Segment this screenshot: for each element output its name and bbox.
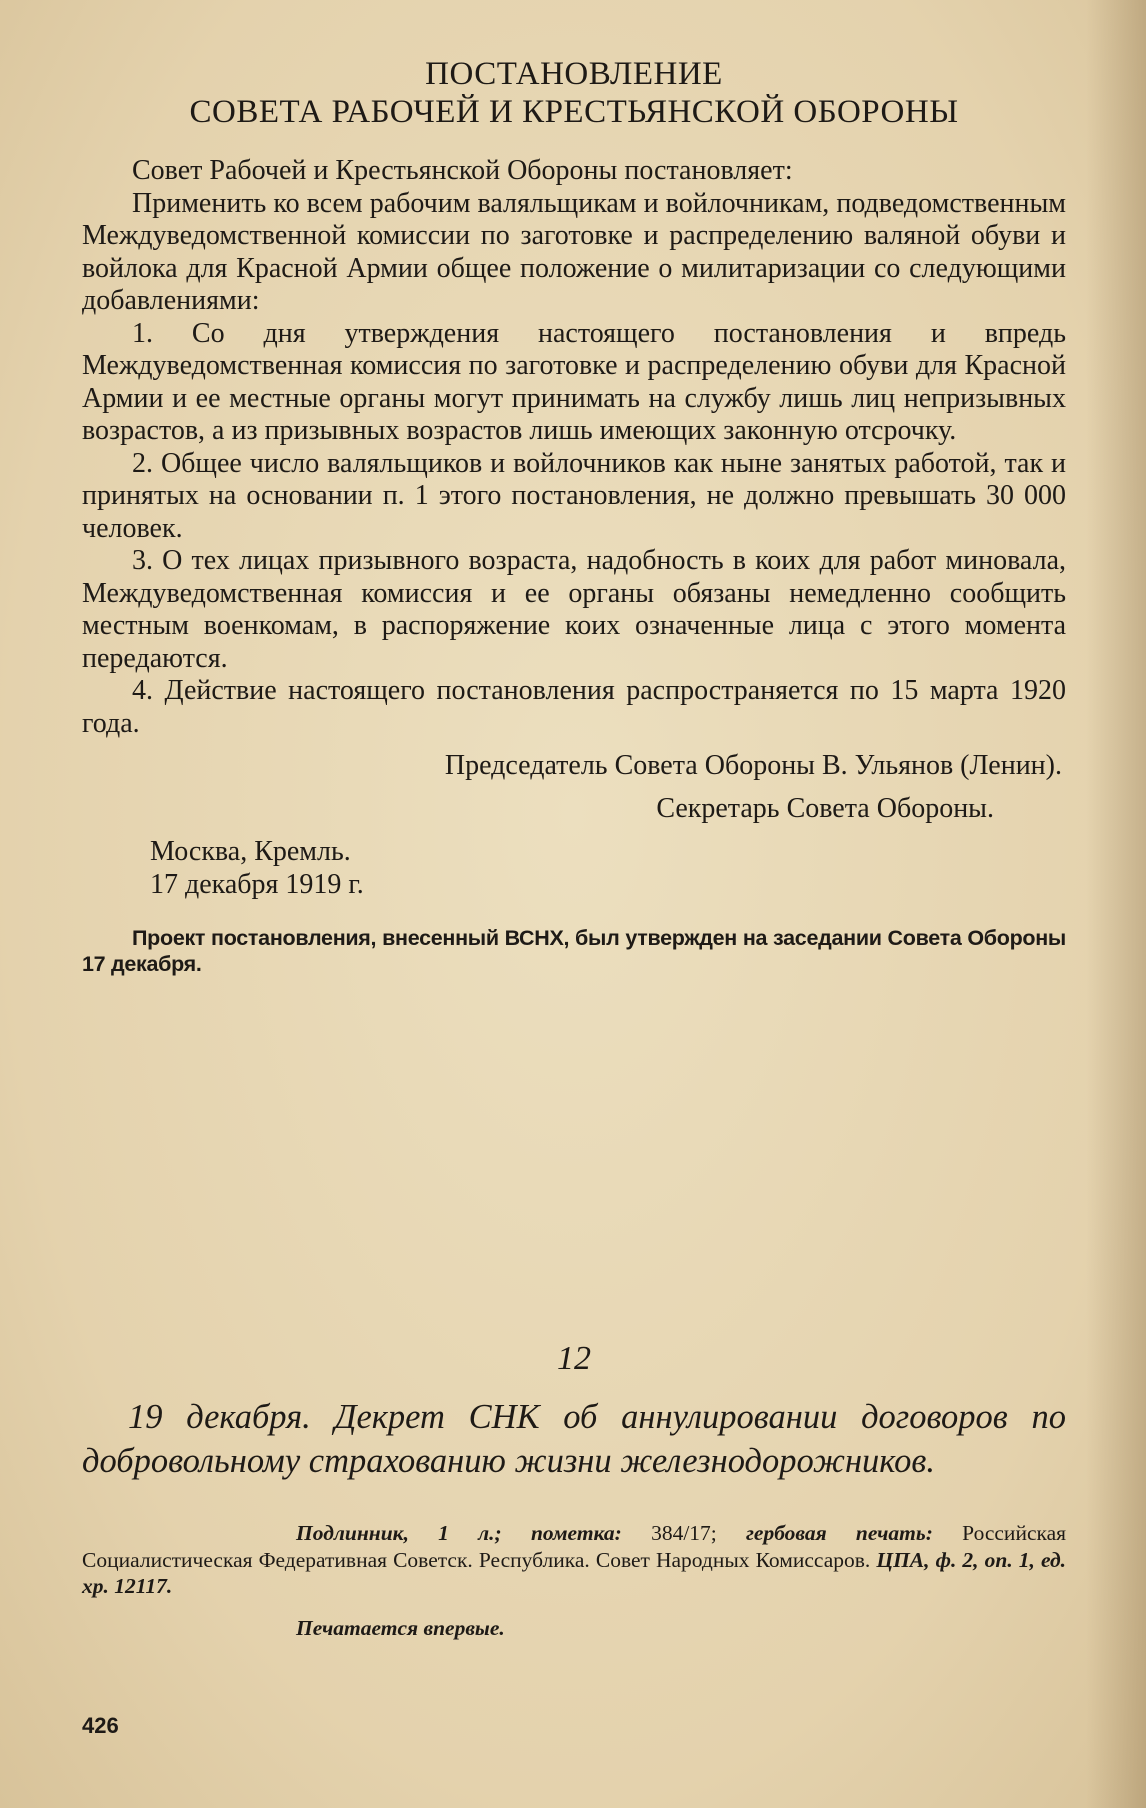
point-1: 1. Со дня утверждения настоящего постановления и впредь Междуведомственная комиссия по заготовке и распределению обуви для Красной Армии и ее местные органы могут принимать на службу лишь лиц непризывных возрастов, а из призывных возрастов лишь имеющих законную отсрочку. (82, 317, 1066, 446)
page-number: 426 (82, 1713, 119, 1738)
archive-seal-text: Российская Социалистическая Федеративная Советск. Республика. Совет Народных Комиссаров. (82, 1521, 1067, 1572)
editorial-note: Проект постановления, внесенный ВСНХ, был утвержден на заседании Совета Обороны 17 декабря. (82, 926, 1066, 976)
secretary-signature: Секретарь Совета Обороны. (656, 792, 994, 824)
signing-date: 17 декабря 1919 г. (150, 869, 364, 900)
archive-reference (82, 1520, 1066, 1600)
archive-seal-label: гербовая печать: (746, 1521, 933, 1545)
title-line-2: СОВЕТА РАБОЧЕЙ И КРЕСТЬЯНСКОЙ ОБОРОНЫ (189, 94, 959, 130)
document-number: 12 (557, 1340, 591, 1377)
archive-original: Подлинник, 1 л.; пометка: (296, 1521, 622, 1545)
publication-note: Печатается впервые. (296, 1616, 505, 1640)
archive-location: ЦПА, ф. 2, оп. 1, ед. хр. 12117. (82, 1547, 1067, 1598)
chairman-signature: Председатель Совета Обороны В. Ульянов (Ленин). (444, 750, 1062, 781)
point-3: 3. О тех лицах призывного возраста, надобность в коих для работ миновала, Междуведомственная комиссия и ее органы обязаны немедленно сообщить местным военкомам, в распоряжение коих означенные лица с этого момента передаются. (82, 545, 1066, 674)
intro-paragraph: Совет Рабочей и Крестьянской Обороны постановляет: (132, 155, 793, 186)
document-title: 19 декабря. Декрет СНК об аннулировании договоров по добровольному страхованию жизни железнодорожников. (82, 1398, 1066, 1480)
point-2: 2. Общее число валяльщиков и войлочников как ныне занятых работой, так и принятых на основании п. 1 этого постановления, не должно превышать 30 000 человек. (82, 447, 1066, 544)
point-4: 4. Действие настоящего постановления распространяется по 15 марта 1920 года. (82, 675, 1066, 739)
book-page (82, 55, 1067, 1738)
title-line-1: ПОСТАНОВЛЕНИЕ (425, 56, 723, 92)
page-edge-shadow (1086, 0, 1146, 1808)
lead-paragraph: Применить ко всем рабочим валяльщикам и войлочникам, подведомственным Междуведомственной комиссии по заготовке и распределению валяной обуви и войлока для Красной Армии общее положение о милитаризации со следующими добавлениями: (82, 187, 1066, 316)
archive-mark: 384/17; (651, 1521, 717, 1545)
signing-place: Москва, Кремль. (150, 836, 351, 867)
